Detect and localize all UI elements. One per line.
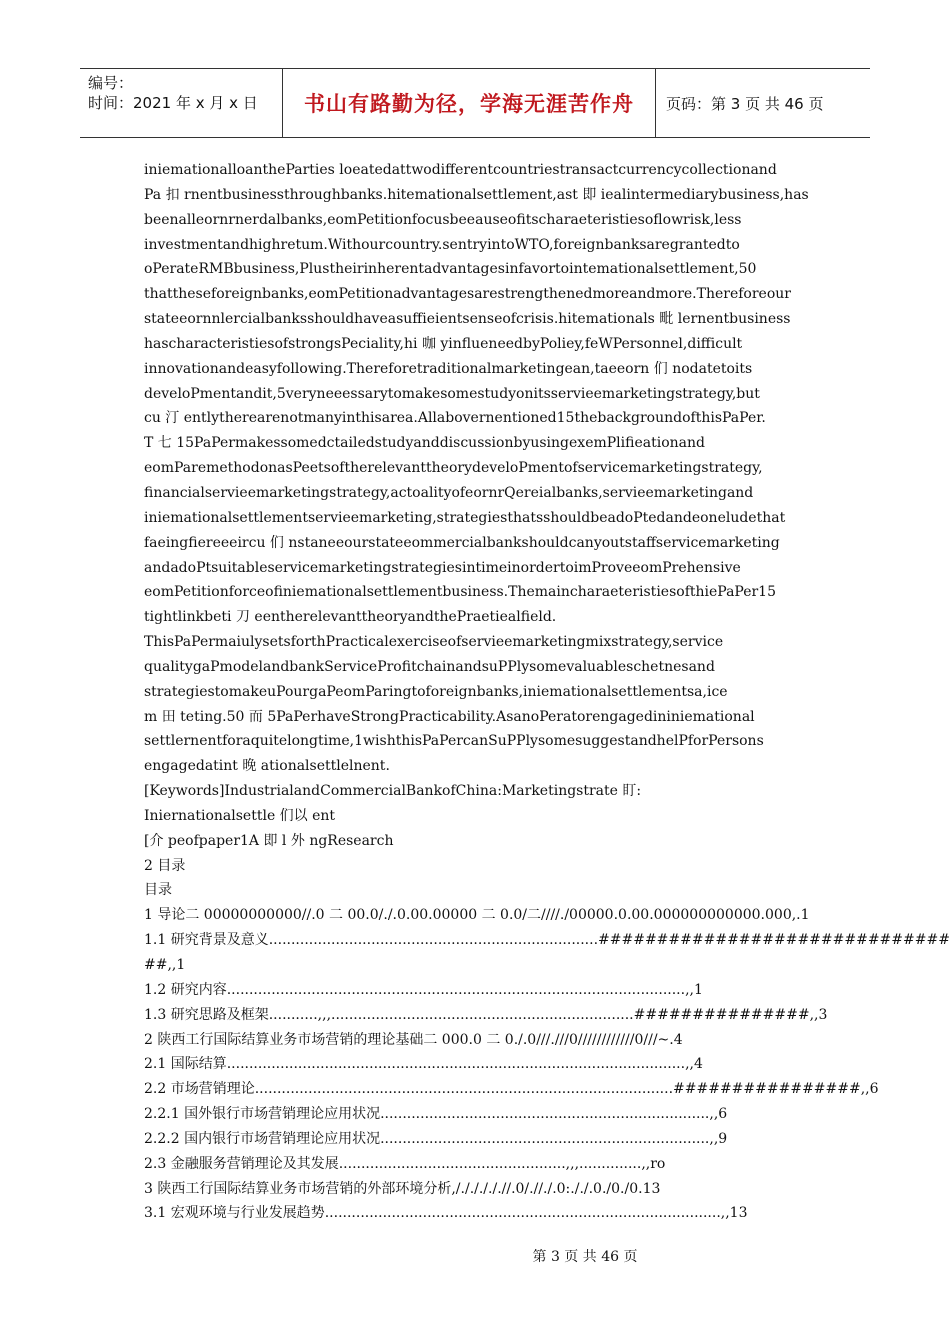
text-line: 3.1 宏观环境与行业发展趋势.........................................................................................,,13 xyxy=(144,1205,748,1222)
text-line: stateeornnlercialbanksshouldhaveasuffieientsenseofcrisis.hitemationals 毗 lernentbusiness xyxy=(144,311,791,328)
text-line: 1.1 研究背景及意义..........................................................................############################## xyxy=(144,932,950,949)
text-line: faeingfiereeeircu 们 nstaneeourstateeommercialbankshouldcanyoutstaffservicemarketing xyxy=(144,534,780,551)
text-line: 2.2.1 国外银行市场营销理论应用状况..........................................................................,,6 xyxy=(144,1106,728,1123)
text-line: oPerateRMBbusiness,Plustheirinherentadvantagesinfavortointemationalsettlement,50 xyxy=(144,261,757,278)
text-line: 2 目录 xyxy=(144,857,186,874)
text-line: ThisPaPermaiulysetsforthPracticalexerciseofservieemarketingmixstrategy,service xyxy=(144,634,724,651)
header-meta xyxy=(80,69,282,137)
text-line: Pa 扣 rnentbusinessthroughbanks.hitemationalsettlement,ast 即 iealintermediarybusiness,has xyxy=(144,186,809,203)
text-line: 1.2 研究内容.......................................................................................................,,1 xyxy=(144,981,703,998)
text-line: beenalleornrnerdalbanks,eomPetitionfocusbeeauseofitscharaeteristiesoflowrisk,less xyxy=(144,211,742,228)
document-body xyxy=(144,158,950,1226)
text-line: investmentandhighretum.Withourcountry.sentryintoWTO,foreignbanksaregrantedto xyxy=(144,236,740,253)
text-line: 2.2 市场营销理论..............................................................................................################,,6 xyxy=(144,1081,879,1098)
text-line: engagedatint 晚 ationalsettlelnent. xyxy=(144,758,390,775)
document-code-label: 编号： xyxy=(88,74,134,92)
text-line: strategiestomakeuPourgaPeomParingtoforeignbanks,iniemationalsettlementsa,ice xyxy=(144,683,728,700)
text-line: 1.3 研究思路及框架...........,,,....................................................................###############,,3 xyxy=(144,1006,828,1023)
text-line: qualitygaPmodelandbankServiceProfitchainandsuPPlysomevaluableschetnesand xyxy=(144,658,715,675)
header-motto: 书山有路勤为径，学海无涯苦作舟 xyxy=(282,69,656,137)
text-line: 2.2.2 国内银行市场营销理论应用状况..........................................................................,,9 xyxy=(144,1130,728,1147)
text-line: thattheseforeignbanks,eomPetitionadvantagesarestrengthenedmoreandmore.Thereforeour xyxy=(144,286,791,303)
text-line: 1 导论二 00000000000//.0 二 00.0/./.0.00.00000 二 0.0/二////./00000.0.00.000000000000.000,.1 xyxy=(144,907,810,924)
text-line: financialservieemarketingstrategy,actoalityofeornrQereialbanks,servieemarketingand xyxy=(144,484,754,501)
text-line: innovationandeasyfollowing.Thereforetraditionalmarketingean,taeeorn 们 nodatetoits xyxy=(144,360,753,377)
document-date: 时间：2021 年 x 月 x 日 xyxy=(88,94,258,112)
text-line: iniemationalloantheParties loeatedattwodifferentcountriestransactcurrencycollectionand xyxy=(144,162,777,178)
text-line: T 七 15PaPermakessomedctailedstudyanddiscussionbyusingexemPlifieationand xyxy=(144,435,705,452)
header-page-info: 页码：第 3 页 共 46 页 xyxy=(666,94,824,113)
text-line: eomPetitionforceofiniemationalsettlementbusiness.ThemaincharaeteristiesofthiePaPer15 xyxy=(144,584,776,601)
text-line: ##,,1 xyxy=(144,957,186,973)
text-line: eomParemethodonasPeetsoftherelevanttheorydeveloPmentofservicemarketingstrategy, xyxy=(144,460,763,477)
text-line: develoPmentandit,5veryneeessarytomakesomestudyonitsservieemarketingstrategy,but xyxy=(144,385,760,402)
text-line: tightlinkbeti 刀 eentherelevanttheoryandthePraetiealfield. xyxy=(144,609,557,626)
text-line: 2.1 国际结算.......................................................................................................,,4 xyxy=(144,1056,703,1073)
text-line: [介 peofpaper1A 即 l 外 ngResearch xyxy=(144,832,394,849)
text-line: andadoPtsuitableservicemarketingstrategiesintimeinordertoimProveeomPrehensive xyxy=(144,559,741,576)
page-header xyxy=(80,68,870,138)
text-line: 目录 xyxy=(144,882,172,899)
text-line: [Keywords]IndustrialandCommercialBankofChina:Marketingstrate 盯: xyxy=(144,783,642,800)
text-line: m 田 teting.50 而 5PaPerhaveStrongPracticability.AsanoPeratorengagedininiemational xyxy=(144,708,755,725)
text-line: 3 陕西工行国际结算业务市场营销的外部环境分析,/./././././/.0/.//./.0:././.0./0./0.13 xyxy=(144,1180,661,1197)
text-line: cu 汀 entlytherearenotmanyinthisarea.Allabovernentioned15thebackgroundofthisPaPer. xyxy=(144,410,766,427)
text-line: 2 陕西工行国际结算业务市场营销的理论基础二 000.0 二 0./.0///.///0////////////0///~.4 xyxy=(144,1031,683,1048)
text-line: hascharacteristiesofstrongsPeciality,hi 咖 yinflueneedbyPoliey,feWPersonnel,difficult xyxy=(144,335,743,352)
text-line: Iniernationalsettle 们以 ent xyxy=(144,807,336,824)
text-line: iniemationalsettlementservieemarketing,strategiesthatsshouldbeadoPtedandeoneludethat xyxy=(144,509,786,526)
text-line: 2.3 金融服务营销理论及其发展...................................................,,,..............,,ro xyxy=(144,1155,666,1172)
text-line: settlernentforaquitelongtime,1wishthisPaPercanSuPPlysomesuggestandhelPforPersons xyxy=(144,733,764,750)
page-footer: 第 3 页 共 46 页 xyxy=(532,1249,638,1265)
